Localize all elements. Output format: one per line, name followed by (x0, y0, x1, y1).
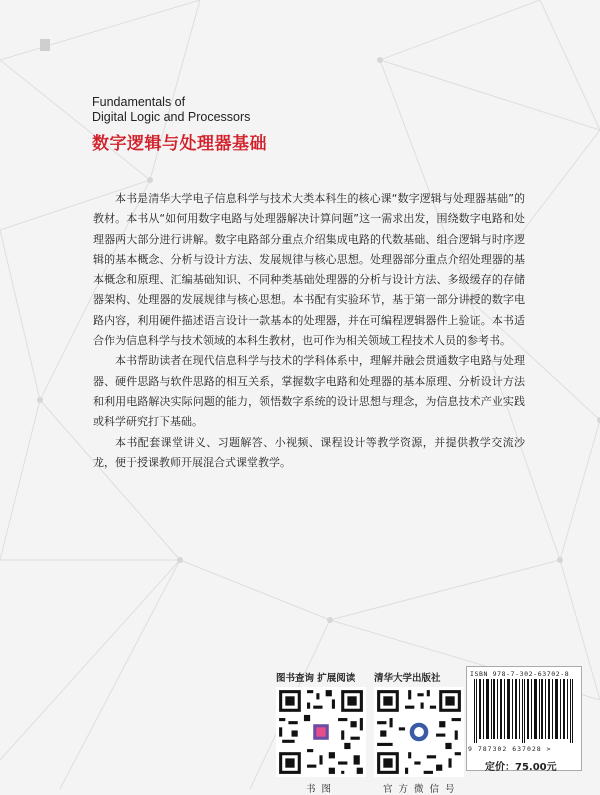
barcode-digits: 9 787302 637028 > (468, 745, 552, 753)
qr-right-caption: 官方微信号 (383, 784, 461, 795)
description-paragraph-3: 本书配套课堂讲义、习题解答、小视频、课程设计等教学资源，并提供教学交流沙龙，便于授课教师开展混合式课堂教学。 (93, 435, 525, 469)
qr-code-wechat-icon (374, 687, 464, 777)
description-paragraph-1: 本书是清华大学电子信息科学与技术大类本科生的核心课“数字逻辑与处理器基础”的教材。本书从“如何用数字电路与处理器解决计算问题”这一需求出发，围绕数字电路和处理器两大部分进行讲解。数字电路部分重点介绍集成电路的代数基础、组合逻辑与时序逻辑的基本概念、分析与设计方法、发展规律与核心思想。处理器部分重点介绍处理器的基本概念和原理、汇编基础知识、不同种类基础处理器的分析与设计方法、多级缓存的存储器架构、处理器的发展规律与核心思想。本书配有实验环节，基于第一部分讲授的数字电路内容，利用硬件描述语言设计一款基本的处理器，并在可编程逻辑器件上验证。本书适合作为信息科学与技术领域的本科生教材，也可作为相关领域工程技术人员的参考书。 (93, 192, 525, 348)
english-title-line1: Fundamentals of (92, 95, 186, 109)
qr-left-label: 图书查询 扩展阅读 (276, 673, 356, 684)
barcode-icon (474, 679, 574, 743)
chinese-title: 数字逻辑与处理器基础 (92, 134, 267, 154)
qr-left-caption: 书图 (306, 784, 338, 795)
english-title-line2: Digital Logic and Processors (92, 110, 251, 124)
qr-code-book-icon (276, 687, 366, 777)
corner-badge-icon (39, 38, 51, 52)
description-paragraph-2: 本书帮助读者在现代信息科学与技术的学科体系中，理解并融会贯通数字电路与处理器、硬件思路与软件思路的相互关系，掌握数字电路和处理器的基本原理、分析设计方法和利用电路解决实际问题的能力，领悟数字系统的设计思想与理念，为信息技术产业实践或科学研究打下基础。 (93, 354, 525, 429)
isbn-text: ISBN 978-7-302-63702-8 (470, 670, 570, 678)
price-label: 定价：75.00元 (485, 762, 557, 773)
qr-right-label: 清华大学出版社 (374, 673, 441, 684)
english-title (92, 95, 250, 125)
book-description (93, 189, 525, 473)
